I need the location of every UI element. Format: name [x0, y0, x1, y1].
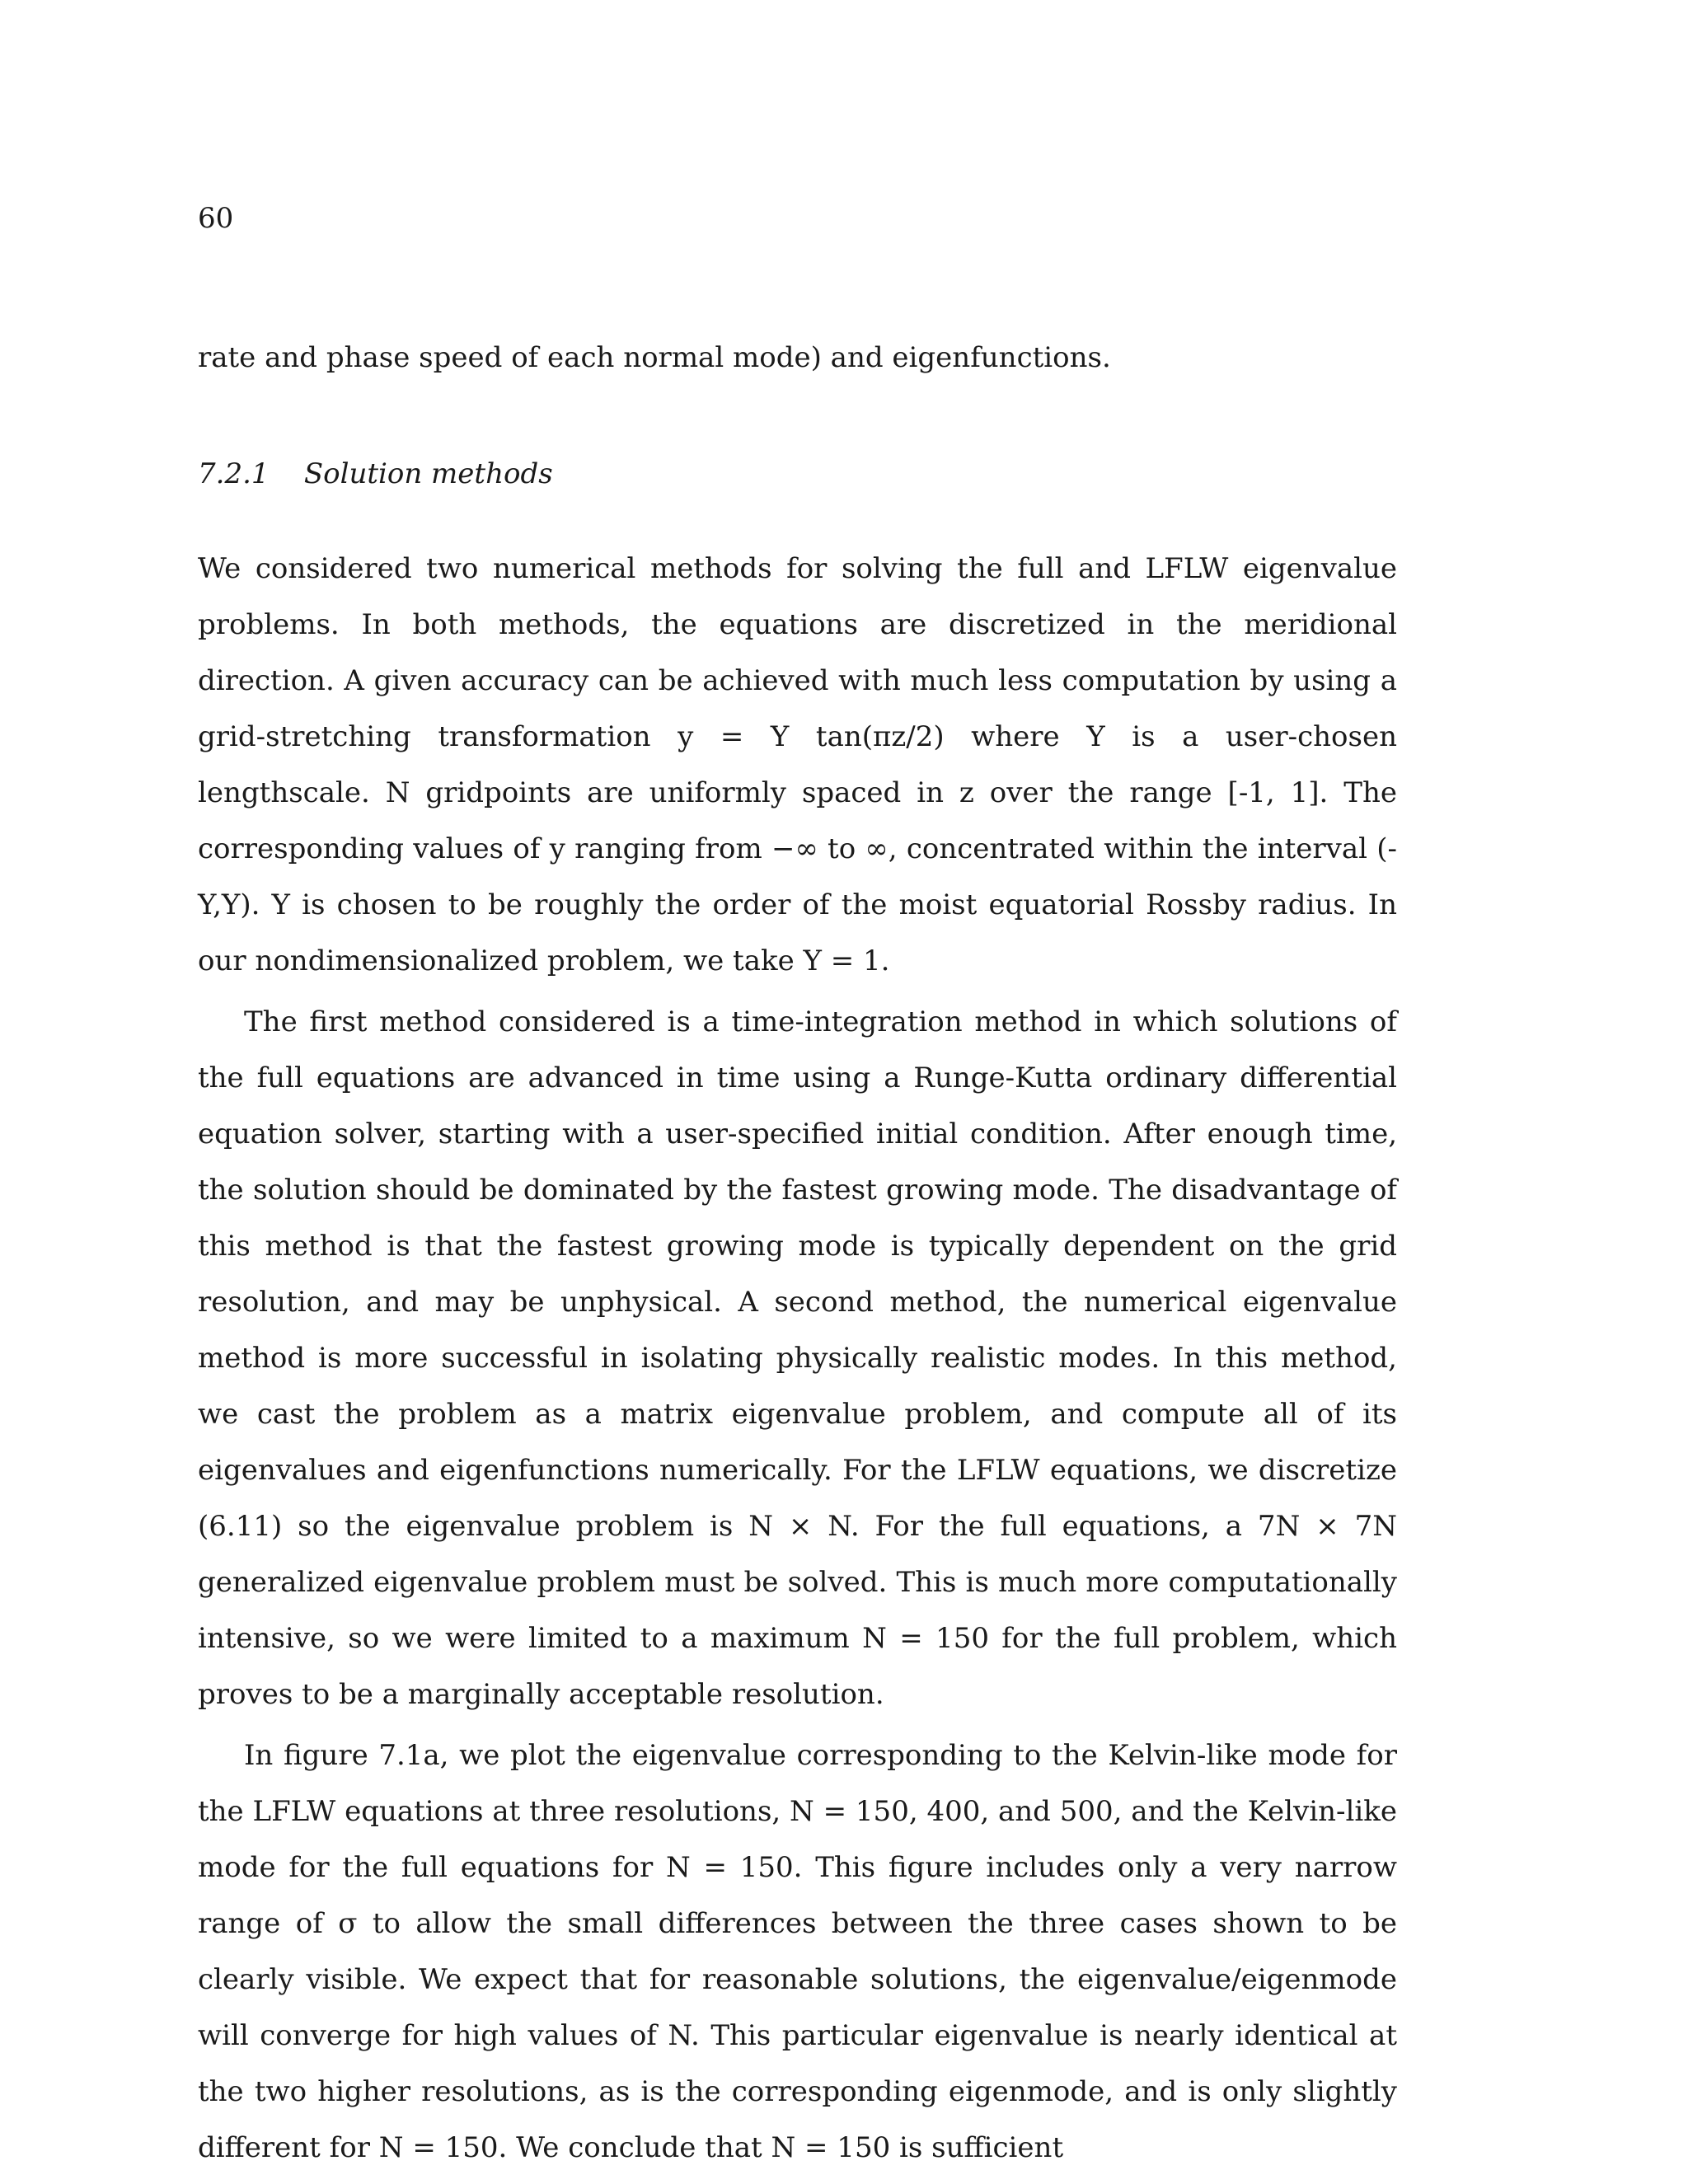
section-heading	[198, 457, 553, 490]
paragraph-solution-methods: We considered two numerical methods for solving the full and LFLW eigenvalue problems. In both methods, the equations are discretized in the meridional direction. A given accuracy can be achieved with much less computation by using a grid-stretching transformation y = Y tan(πz/2) where Y is a user-chosen lengthscale. N gridpoints are uniformly spaced in z over the range [-1, 1]. The corresponding values of y ranging from −∞ to ∞, concentrated within the interval (-Y,Y). Y is chosen to be roughly the order of the moist equatorial Rossby radius. In our nondimensionalized problem, we take Y = 1.	[198, 552, 1397, 977]
body-text	[198, 541, 1397, 2181]
section-title: Solution methods	[303, 457, 553, 490]
section-number: 7.2.1	[198, 457, 270, 490]
continued-paragraph: rate and phase speed of each normal mode) and eigenfunctions.	[198, 341, 1111, 374]
paragraph-figure-discussion: In figure 7.1a, we plot the eigenvalue corresponding to the Kelvin-like mode for the LFLW equations at three resolutions, N = 150, 400, and 500, and the Kelvin-like mode for the full equations for N = 150. This figure includes only a very narrow range of σ to allow the small differences between the three cases shown to be clearly visible. We expect that for reasonable solutions, the eigenvalue/eigenmode will converge for high values of N. This particular eigenvalue is nearly identical at the two higher resolutions, as is the corresponding eigenmode, and is only slightly different for N = 150. We conclude that N = 150 is sufficient	[198, 1739, 1397, 2164]
paragraph-time-integration: The first method considered is a time-integration method in which solutions of the full equations are advanced in time using a Runge-Kutta ordinary differential equation solver, starting with a user-specified initial condition. After enough time, the solution should be dominated by the fastest growing mode. The disadvantage of this method is that the fastest growing mode is typically dependent on the grid resolution, and may be unphysical. A second method, the numerical eigenvalue method is more successful in isolating physically realistic modes. In this method, we cast the problem as a matrix eigenvalue problem, and compute all of its eigenvalues and eigenfunctions numerically. For the LFLW equations, we discretize (6.11) so the eigenvalue problem is N × N. For the full equations, a 7N × 7N generalized eigenvalue problem must be solved. This is much more computationally intensive, so we were limited to a maximum N = 150 for the full problem, which proves to be a marginally acceptable resolution.	[198, 1005, 1397, 1711]
page-number: 60	[198, 202, 234, 235]
